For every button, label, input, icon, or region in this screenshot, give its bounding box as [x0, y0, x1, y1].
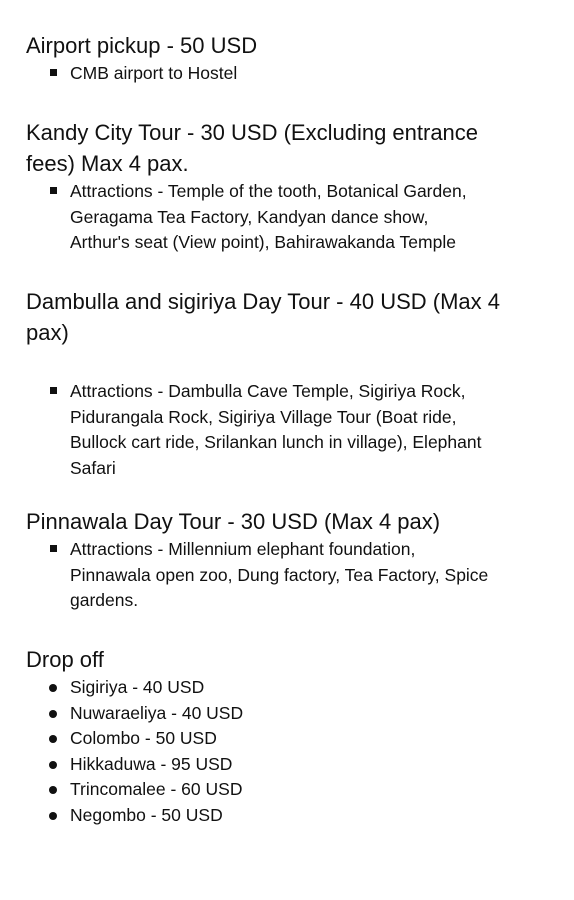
- item-line: Arthur's seat (View point), Bahirawakanda Temple: [70, 232, 456, 252]
- title-line: Dambulla and sigiriya Day Tour - 40 USD (Max 4: [26, 289, 500, 314]
- airport-pickup-list: [26, 61, 556, 87]
- item-line: Hikkaduwa - 95 USD: [70, 753, 233, 774]
- list-item: [26, 179, 556, 256]
- disc-bullet-icon: [49, 812, 57, 820]
- item-line: Bullock cart ride, Srilankan lunch in village), Elephant: [70, 432, 482, 452]
- item-line: Pinnawala open zoo, Dung factory, Tea Factory, Spice: [70, 564, 489, 585]
- item-line: Geragama Tea Factory, Kandyan dance show,: [70, 206, 429, 227]
- list-item: [26, 537, 556, 614]
- square-bullet-icon: [50, 69, 57, 76]
- item-line: Safari: [70, 457, 116, 478]
- dambulla-attractions-list: [26, 379, 556, 481]
- section-title-drop-off: [26, 644, 546, 675]
- list-item: [26, 701, 556, 727]
- title-line: fees) Max 4 pax.: [26, 151, 189, 176]
- drop-off-list: [26, 675, 556, 828]
- disc-bullet-icon: [49, 684, 57, 692]
- disc-bullet-icon: [49, 735, 57, 743]
- item-line: Trincomalee - 60 USD: [70, 779, 243, 799]
- title-line: Kandy City Tour - 30 USD (Excluding entrance: [26, 120, 479, 145]
- item-line: Attractions - Dambulla Cave Temple, Sigiriya Rock,: [70, 381, 466, 401]
- section-title-dambulla-sigiriya-tour: [26, 286, 546, 348]
- disc-bullet-icon: [49, 761, 57, 769]
- section-title-pinnawala-tour: [26, 506, 546, 537]
- title-line: pax): [26, 320, 69, 345]
- item-line: CMB airport to Hostel: [70, 63, 238, 83]
- item-line: Sigiriya - 40 USD: [70, 677, 205, 697]
- pinnawala-attractions-list: [26, 537, 556, 614]
- square-bullet-icon: [50, 187, 57, 194]
- disc-bullet-icon: [49, 786, 57, 794]
- item-line: Nuwaraeliya - 40 USD: [70, 702, 244, 723]
- list-item: [26, 803, 556, 829]
- title-line: Airport pickup - 50 USD: [26, 33, 258, 58]
- item-line: Pidurangala Rock, Sigiriya Village Tour (Boat ride,: [70, 406, 457, 427]
- title-line: Pinnawala Day Tour - 30 USD (Max 4 pax): [26, 509, 441, 534]
- square-bullet-icon: [50, 545, 57, 552]
- section-title-kandy-city-tour: [26, 117, 546, 179]
- list-item: [26, 675, 556, 701]
- square-bullet-icon: [50, 387, 57, 394]
- title-line: Drop off: [26, 647, 104, 672]
- list-item: [26, 61, 556, 87]
- list-item: [26, 379, 556, 481]
- kandy-attractions-list: [26, 179, 556, 256]
- list-item: [26, 752, 556, 778]
- item-line: Colombo - 50 USD: [70, 728, 217, 748]
- list-item: [26, 777, 556, 803]
- item-line: gardens.: [70, 590, 139, 610]
- section-title-airport-pickup: [26, 30, 546, 61]
- list-item: [26, 726, 556, 752]
- item-line: Negombo - 50 USD: [70, 804, 223, 825]
- item-line: Attractions - Millennium elephant foundation,: [70, 539, 416, 559]
- disc-bullet-icon: [49, 710, 57, 718]
- item-line: Attractions - Temple of the tooth, Botanical Garden,: [70, 181, 467, 201]
